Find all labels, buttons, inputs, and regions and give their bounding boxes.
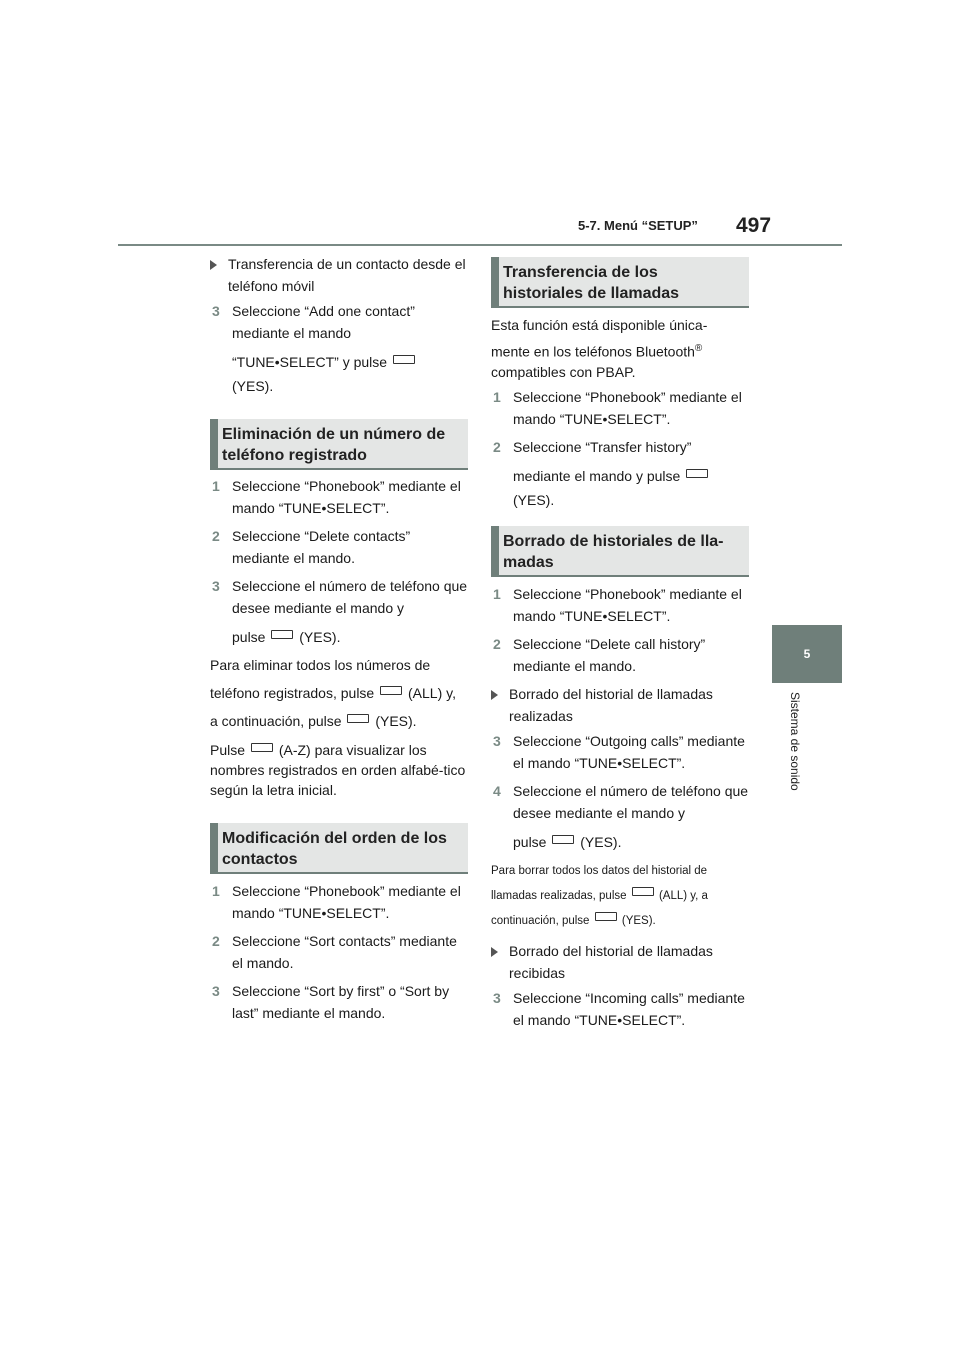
step-text: Seleccione “Transfer history” (513, 438, 692, 455)
bullet-item (210, 253, 468, 297)
paragraph-text: (A-Z) para visualizar los (278, 742, 427, 758)
paragraph-text: (YES). (375, 713, 417, 729)
note-paragraph (491, 859, 749, 934)
paragraph (210, 682, 468, 704)
button-symbol-icon (552, 835, 574, 844)
step-number: 3 (493, 733, 501, 749)
paragraph-text: compatibles con PBAP. (491, 363, 636, 380)
button-symbol-icon (380, 686, 402, 695)
step-text: Seleccione “Phonebook” mediante el mando “TUNE•SELECT”. (232, 883, 461, 921)
section-heading-transfer-history (491, 257, 749, 308)
button-symbol-icon (595, 912, 617, 921)
step-continuation (210, 351, 468, 373)
chapter-label-text: Sistema de sonido (788, 692, 802, 791)
step-text: pulse (232, 629, 266, 645)
paragraph-text: Para eliminar todos los números de (210, 657, 431, 673)
step-number: 2 (212, 528, 220, 544)
step-item (210, 575, 468, 619)
paragraph-text: nombres registrados en orden alfabé-tico según la letra inicial. (210, 762, 466, 798)
step-number: 1 (212, 883, 220, 899)
step-continuation (210, 626, 468, 648)
paragraph (210, 710, 468, 732)
step-text: Seleccione “Outgoing calls” mediante el mando “TUNE•SELECT”. (513, 733, 745, 771)
step-continuation (491, 489, 749, 511)
step-text: Seleccione “Sort by first” o “Sort by last” mediante el mando. (232, 983, 450, 1021)
left-column-top (210, 253, 468, 397)
paragraph (210, 740, 468, 800)
step-continuation (491, 465, 749, 487)
step-text: Seleccione “Delete call history” mediante el mando. (513, 636, 706, 674)
step-number: 1 (212, 478, 220, 494)
step-item (491, 633, 749, 677)
step-number: 1 (493, 586, 501, 602)
step-text: Seleccione “Sort contacts” mediante el mando. (232, 933, 457, 971)
step-text: Seleccione el número de teléfono que desee mediante el mando y (232, 578, 468, 616)
section-heading-text: Eliminación de un número de teléfono registrado (222, 426, 446, 464)
triangle-bullet-icon (491, 690, 498, 700)
step-item (491, 583, 749, 627)
note-text: llamadas realizadas, pulse (491, 890, 627, 902)
note-text: (YES). (621, 915, 656, 927)
step-text: mediante el mando y pulse (513, 467, 681, 484)
bullet-item (491, 683, 749, 727)
paragraph-text: teléfono registrados, pulse (210, 685, 375, 701)
step-number: 2 (493, 636, 501, 652)
left-column-sort (210, 880, 468, 1024)
right-column-transfer (491, 314, 749, 511)
note-text: (ALL) y, a (658, 890, 708, 902)
paragraph (491, 314, 749, 336)
step-text: (YES). (299, 629, 341, 645)
button-symbol-icon (686, 469, 708, 478)
bullet-text: Transferencia de un contacto desde el teléfono móvil (228, 256, 466, 294)
step-item (210, 525, 468, 569)
step-number: 3 (212, 578, 220, 594)
section-title: 5-7. Menú “SETUP” (578, 218, 698, 233)
step-continuation (491, 831, 749, 853)
step-text: pulse (513, 834, 547, 850)
step-item (210, 880, 468, 924)
step-text: Seleccione “Incoming calls” mediante el mando “TUNE•SELECT”. (513, 990, 745, 1028)
button-symbol-icon (393, 355, 415, 364)
step-number: 2 (212, 933, 220, 949)
step-number: 2 (493, 438, 501, 455)
step-number: 3 (212, 303, 220, 319)
chapter-label (786, 692, 804, 812)
step-continuation (210, 375, 468, 397)
step-number: 3 (493, 990, 501, 1006)
step-item (210, 930, 468, 974)
section-heading-text: Transferencia de los historiales de llamadas (503, 264, 680, 302)
triangle-bullet-icon (491, 947, 498, 957)
step-text: (YES). (513, 491, 555, 508)
bullet-item (491, 940, 749, 984)
paragraph-text: mente en los teléfonos Bluetooth (491, 343, 695, 360)
step-item (491, 987, 749, 1031)
step-item (210, 475, 468, 519)
step-number: 1 (493, 388, 501, 405)
left-column-delete (210, 475, 468, 800)
right-column-delete (491, 583, 749, 1031)
paragraph (491, 339, 749, 382)
step-text: (YES). (232, 378, 274, 394)
step-text: (YES). (580, 834, 622, 850)
paragraph-text: Esta función está disponible única- (491, 317, 708, 333)
step-text: Seleccione “Phonebook” mediante el mando “TUNE•SELECT”. (513, 586, 742, 624)
note-text: Para borrar todos los datos del historial de (491, 865, 708, 877)
step-number: 3 (212, 983, 220, 999)
chapter-tab: 5 (772, 625, 842, 683)
registered-mark: ® (694, 343, 703, 354)
step-text: Seleccione “Phonebook” mediante el mando “TUNE•SELECT”. (513, 388, 742, 427)
step-item (491, 386, 749, 430)
note-text: continuación, pulse (491, 915, 590, 927)
paragraph-text: a continuación, pulse (210, 713, 342, 729)
paragraph-text: (ALL) y, (408, 685, 456, 701)
bullet-text: Borrado del historial de llamadas recibidas (509, 943, 713, 981)
paragraph-text: Pulse (210, 742, 246, 758)
section-heading-sort (210, 823, 468, 874)
section-heading-text: Modificación del orden de los contactos (222, 830, 447, 868)
step-item (210, 300, 468, 344)
step-text: Seleccione “Add one contact” mediante el mando (232, 303, 415, 341)
step-text: “TUNE•SELECT” y pulse (232, 354, 388, 370)
section-heading-delete-number (210, 419, 468, 470)
button-symbol-icon (251, 743, 273, 752)
triangle-bullet-icon (210, 260, 217, 270)
header-divider (118, 244, 842, 246)
section-heading-text: Borrado de historiales de lla-madas (503, 533, 724, 571)
button-symbol-icon (271, 630, 293, 639)
step-text: Seleccione “Delete contacts” mediante el mando. (232, 528, 411, 566)
button-symbol-icon (632, 887, 654, 896)
bullet-text: Borrado del historial de llamadas realizadas (509, 686, 713, 724)
section-heading-delete-history (491, 526, 749, 577)
step-text: Seleccione el número de teléfono que desee mediante el mando y (513, 783, 749, 821)
step-text: Seleccione “Phonebook” mediante el mando “TUNE•SELECT”. (232, 478, 461, 516)
step-number: 4 (493, 783, 501, 799)
page-number: 497 (736, 214, 772, 237)
step-item (491, 730, 749, 774)
step-item (210, 980, 468, 1024)
paragraph (210, 654, 468, 676)
step-item (491, 436, 749, 458)
button-symbol-icon (347, 714, 369, 723)
step-item (491, 780, 749, 824)
